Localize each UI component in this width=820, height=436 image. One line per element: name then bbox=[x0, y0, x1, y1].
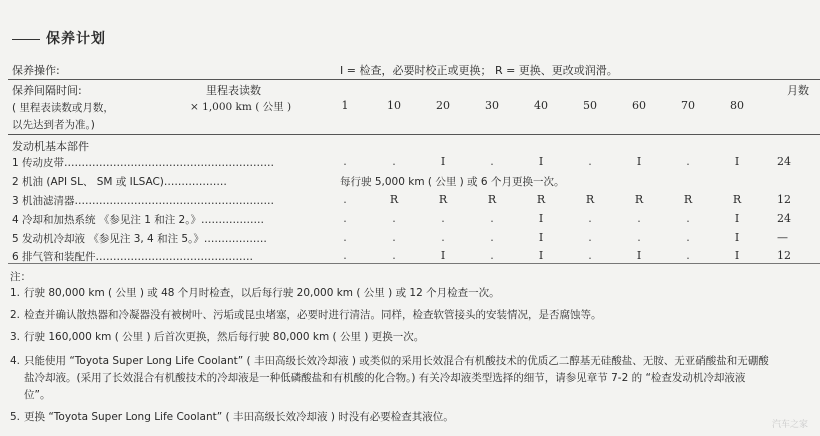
table-cell: R bbox=[536, 193, 546, 206]
note-number: 2. bbox=[10, 309, 21, 321]
table-cell: . bbox=[637, 212, 641, 225]
table-cell: I bbox=[538, 249, 544, 262]
km-column-header: 70 bbox=[681, 99, 695, 112]
table-cell: R bbox=[487, 193, 497, 206]
note-text: 盐冷却液。(采用了长效混合有机酸技术的冷却液是一种低磷酸盐和有机酸的化合物。) 有关冷却液类型选择的细节，请参见章节 7-2 的 “检查发动机冷却液液 bbox=[24, 372, 746, 384]
interval-label: 保养间隔时间: bbox=[12, 84, 82, 97]
divider bbox=[8, 79, 820, 80]
table-cell: I bbox=[440, 249, 446, 262]
table-cell: . bbox=[392, 249, 396, 262]
note-text: 检查并确认散热器和冷凝器没有被树叶、污垢或昆虫堵塞，必要时进行清洁。同样，检查软管接头的安装情况，是否腐蚀等。 bbox=[24, 309, 602, 321]
page-title bbox=[12, 28, 106, 48]
note-line bbox=[24, 370, 745, 386]
row-label: 1 传动皮带…………………………………………………… bbox=[12, 157, 275, 169]
table-cell: I bbox=[734, 155, 740, 168]
row-months: 24 bbox=[777, 212, 791, 225]
table-cell: . bbox=[441, 231, 445, 244]
table-cell: I bbox=[734, 249, 740, 262]
row-months: 12 bbox=[777, 193, 791, 206]
note-number: 5. bbox=[10, 411, 21, 423]
table-cell: I bbox=[538, 155, 544, 168]
row-months: — bbox=[777, 231, 788, 244]
table-cell: . bbox=[637, 231, 641, 244]
note-line bbox=[10, 409, 454, 425]
table-cell: I bbox=[636, 155, 642, 168]
km-column-header: 60 bbox=[632, 99, 646, 112]
row-months: 12 bbox=[777, 249, 791, 262]
km-column-header: 50 bbox=[583, 99, 597, 112]
interval-sub1: ( 里程表读数或月数， bbox=[12, 102, 114, 114]
table-cell: . bbox=[588, 249, 592, 262]
section-title: 发动机基本部件 bbox=[12, 140, 89, 153]
note-line bbox=[10, 353, 769, 369]
row-span-text: 每行驶 5,000 km ( 公里 ) 或 6 个月更换一次。 bbox=[340, 176, 565, 188]
row-label: 6 排气管和装配件……………………………………… bbox=[12, 251, 254, 263]
table-cell: . bbox=[588, 212, 592, 225]
ops-legend: I = 检查，必要时校正或更换； R = 更换、更改或润滑。 bbox=[340, 64, 618, 77]
km-column-header: 20 bbox=[436, 99, 450, 112]
note-line bbox=[10, 307, 602, 323]
table-cell: . bbox=[392, 231, 396, 244]
note-number: 1. bbox=[10, 287, 21, 299]
table-cell: I bbox=[734, 231, 740, 244]
note-text: 位”。 bbox=[24, 389, 51, 401]
table-cell: . bbox=[588, 155, 592, 168]
note-line bbox=[10, 329, 424, 345]
km-column-header: 1 bbox=[341, 99, 349, 112]
note-line bbox=[10, 285, 500, 301]
table-cell: R bbox=[683, 193, 693, 206]
note-text: 行驶 160,000 km ( 公里 ) 后首次更换，然后每行驶 80,000 km ( 公里 ) 更换一次。 bbox=[24, 331, 425, 343]
table-cell: I bbox=[636, 249, 642, 262]
km-column-header: 80 bbox=[730, 99, 744, 112]
note-number: 3. bbox=[10, 331, 21, 343]
table-cell: . bbox=[490, 155, 494, 168]
table-cell: . bbox=[686, 231, 690, 244]
note-text: 只能使用 “Toyota Super Long Life Coolant” ( 丰田高级长效冷却液 ) 或类似的采用长效混合有机酸技术的优质乙二醇基无硅酸盐、无胺、无亚硝酸盐和无硼酸 bbox=[24, 355, 769, 367]
row-label: 4 冷却和加热系统 《参见注 1 和注 2。》……………… bbox=[12, 214, 264, 226]
table-cell: . bbox=[588, 231, 592, 244]
table-cell: R bbox=[389, 193, 399, 206]
table-cell: R bbox=[732, 193, 742, 206]
note-text: 更换 “Toyota Super Long Life Coolant” ( 丰田高级长效冷却液 ) 时没有必要检查其液位。 bbox=[24, 411, 454, 423]
odometer-label: 里程表读数 bbox=[206, 84, 261, 97]
row-label: 2 机油 (API SL、 SM 或 ILSAC)……………… bbox=[12, 176, 227, 188]
title-dash bbox=[12, 39, 40, 40]
note-text: 行驶 80,000 km ( 公里 ) 或 48 个月时检查，以后每行驶 20,000 km ( 公里 ) 或 12 个月检查一次。 bbox=[24, 287, 500, 299]
notes-label: 注： bbox=[10, 271, 31, 283]
note-line bbox=[24, 387, 50, 403]
table-cell: I bbox=[440, 155, 446, 168]
table-cell: . bbox=[686, 155, 690, 168]
table-cell: . bbox=[490, 231, 494, 244]
row-months: 24 bbox=[777, 155, 791, 168]
divider bbox=[8, 134, 820, 135]
interval-sub2: 以先达到者为准。) bbox=[12, 119, 95, 131]
odometer-unit: × 1,000 km ( 公里 ) bbox=[190, 101, 292, 113]
row-label: 3 机油滤清器………………………………………………… bbox=[12, 195, 275, 207]
divider bbox=[8, 263, 820, 264]
table-cell: . bbox=[490, 212, 494, 225]
table-cell: I bbox=[538, 212, 544, 225]
table-cell: . bbox=[343, 231, 347, 244]
table-cell: . bbox=[441, 212, 445, 225]
table-cell: . bbox=[343, 155, 347, 168]
km-column-header: 10 bbox=[387, 99, 401, 112]
table-cell: I bbox=[538, 231, 544, 244]
table-cell: R bbox=[438, 193, 448, 206]
table-cell: . bbox=[343, 249, 347, 262]
page-title-text: 保养计划 bbox=[46, 31, 106, 47]
table-cell: . bbox=[490, 249, 494, 262]
table-cell: . bbox=[686, 249, 690, 262]
table-cell: . bbox=[343, 193, 347, 206]
km-column-header: 40 bbox=[534, 99, 548, 112]
table-cell: I bbox=[734, 212, 740, 225]
ops-label: 保养操作: bbox=[12, 64, 60, 77]
watermark: 汽车之家 bbox=[771, 420, 808, 430]
table-cell: . bbox=[343, 212, 347, 225]
months-label: 月数 bbox=[787, 84, 809, 97]
table-cell: R bbox=[634, 193, 644, 206]
table-cell: . bbox=[392, 155, 396, 168]
km-column-header: 30 bbox=[485, 99, 499, 112]
row-label: 5 发动机冷却液 《参见注 3, 4 和注 5。》……………… bbox=[12, 233, 267, 245]
note-number: 4. bbox=[10, 355, 21, 367]
table-cell: R bbox=[585, 193, 595, 206]
table-cell: . bbox=[392, 212, 396, 225]
table-cell: . bbox=[686, 212, 690, 225]
